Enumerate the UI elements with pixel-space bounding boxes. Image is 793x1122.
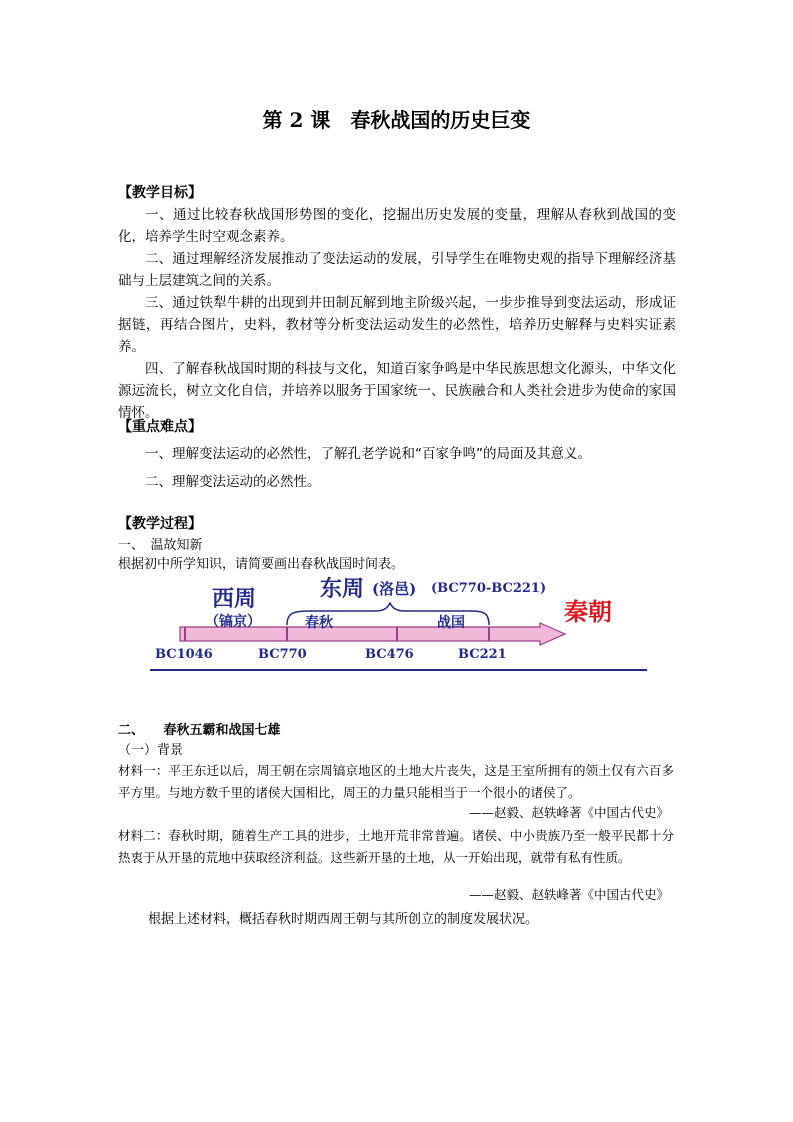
label-chunqiu: 春秋 xyxy=(305,615,333,631)
label-zhanguo: 战国 xyxy=(437,615,465,631)
process-heading: 【教学过程】 xyxy=(118,516,202,532)
objective-1: 一、通过比较春秋战国形势图的变化，挖掘出历史发展的变量，理解从春秋到战国的变化，培养学生时空观念素养。 xyxy=(118,207,676,245)
step2-sub: （一）背景 xyxy=(118,743,184,758)
tick-label-bc770: BC770 xyxy=(258,647,307,662)
tick-label-bc221: BC221 xyxy=(458,647,507,662)
page-title: 第 2 课 春秋战国的历史巨变 xyxy=(262,108,531,132)
label-dongzhou: 东周 xyxy=(320,576,365,602)
objective-3: 三、通过铁犁牛耕的出现到井田制瓦解到地主阶级兴起，一步步推导到变法运动，形成证据链，再结合图片，史料，教材等分析变法运动发生的必然性，培养历史解释与史料实证素养。 xyxy=(118,295,676,355)
keypoint-2: 二、理解变法运动的必然性。 xyxy=(145,474,321,490)
label-qin: 秦朝 xyxy=(564,597,612,626)
tick-label-bc1046: BC1046 xyxy=(155,647,213,662)
material-1-source: ——赵毅、赵轶峰著《中国古代史》 xyxy=(468,805,669,820)
label-xizhou-capital: （镐京） xyxy=(205,614,261,630)
objectives-heading: 【教学目标】 xyxy=(118,185,202,201)
objective-2: 二、通过理解经济发展推动了变法运动的发展，引导学生在唯物史观的指导下理解经济基础与上层建筑之间的关系。 xyxy=(118,251,676,289)
question: 根据上述材料，概括春秋时期西周王朝与其所创立的制度发展状况。 xyxy=(148,912,539,927)
keypoint-1: 一、理解变法运动的必然性，了解孔老学说和“百家争鸣”的局面及其意义。 xyxy=(145,446,591,462)
material-1: 材料一：平王东迁以后，周王朝在宗周镐京地区的土地大片丧失，这是王室所拥有的领土仅有六百多平方里。与地方数千里的诸侯大国相比，周王的力量只能相当于一个很小的诸侯了。 xyxy=(118,763,674,800)
material-2-source: ——赵毅、赵轶峰著《中国古代史》 xyxy=(468,887,669,902)
label-dongzhou-range: (BC770-BC221) xyxy=(431,581,547,596)
label-xizhou: 西周 xyxy=(212,586,257,612)
tick-label-bc476: BC476 xyxy=(365,647,414,662)
objective-4: 四、了解春秋战国时期的科技与文化，知道百家争鸣是中华民族思想文化源头，中华文化源远流长，树立文化自信，并培养以服务于国家统一、民族融合和人类社会进步为使命的家国情怀。 xyxy=(118,361,676,421)
timeline-diagram xyxy=(150,575,650,675)
step1-prompt: 根据初中所学知识，请简要画出春秋战国时间表。 xyxy=(118,557,405,572)
keypoints-heading: 【重点难点】 xyxy=(118,419,202,435)
step1-label: 一、 温故知新 xyxy=(118,538,203,553)
step2-label: 二、 春秋五霸和战国七雄 xyxy=(118,723,281,738)
material-2: 材料二：春秋时期，随着生产工具的进步，土地开荒非常普遍。诸侯、中小贵族乃至一般平民都十分热衷于从开垦的荒地中获取经济利益。这些新开垦的土地，从一开始出现，就带有私有性质。 xyxy=(118,828,674,865)
label-dongzhou-capital: (洛邑) xyxy=(372,580,417,598)
